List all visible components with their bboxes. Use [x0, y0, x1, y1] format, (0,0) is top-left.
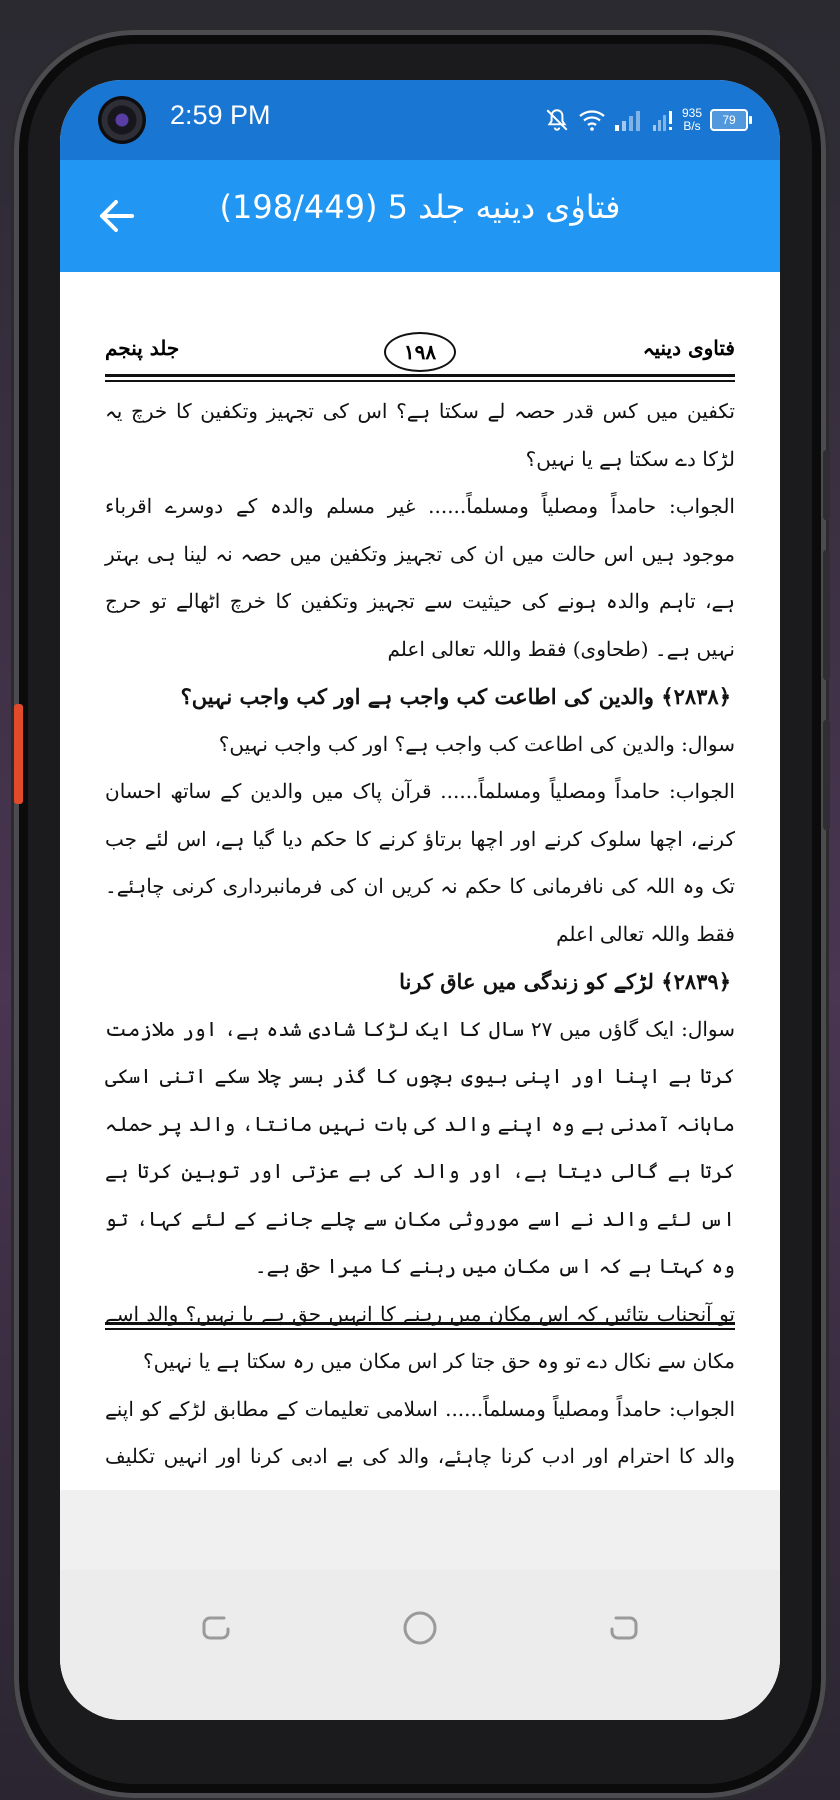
page-text	[105, 388, 735, 1528]
network-speed-value: 935	[681, 106, 702, 120]
book-name: فتاوی دینیہ	[642, 336, 735, 360]
volume-up-button	[823, 450, 830, 520]
recent-apps-icon[interactable]	[196, 1608, 236, 1648]
volume-down-button	[823, 550, 830, 680]
network-speed	[682, 107, 702, 133]
power-button	[823, 720, 830, 830]
bottom-divider	[105, 1322, 735, 1330]
page-header	[105, 332, 735, 372]
home-icon[interactable]	[400, 1608, 440, 1648]
phone-screen	[60, 80, 780, 1720]
battery-icon	[710, 109, 748, 131]
top-divider	[105, 374, 735, 382]
front-camera	[98, 96, 146, 144]
book-page[interactable]	[60, 272, 780, 1490]
wifi-icon	[578, 108, 606, 132]
answer-paragraph: الجواب: حامداً ومصلیاً ومسلماً...... غیر مسلم والدہ کے دوسرے اقرباء موجود ہیں اس حالت میں ان کی تجہیز وتکفین میں حصہ نہ لینا ہی بہتر ہے، تاہم والدہ ہونے کی حیثیت سے تجہیز وتکفین کا خرچ اٹھالے تو حرج نہیں ہے۔ (طحاوی) فقط واللہ تعالی اعلم	[105, 494, 735, 661]
arrow-left-icon[interactable]	[92, 192, 140, 240]
page-number: ۱۹۸	[384, 332, 456, 372]
volume-label: جلد پنجم	[105, 336, 180, 360]
navigation-bar	[60, 1570, 780, 1720]
section-heading: ﴿۲۸۳۹﴾ لڑکے کو زندگی میں عاق کرنا	[399, 969, 731, 994]
side-key-accent	[14, 704, 23, 804]
battery-level: 79	[722, 113, 736, 127]
page-title: فتاوٰی دینیه جلد 5 (198/449)	[219, 188, 621, 226]
mute-bell-icon	[544, 107, 570, 133]
signal-icon	[614, 108, 644, 132]
signal-icon-2	[652, 108, 674, 132]
question-paragraph: سوال: ایک گاؤں میں ۲۷ سال کا ایک لڑکا شادی شدہ ہے، اور ملازمت کرتا ہے اپنا اور اپنی بیوی بچوں کا گذر بسر چلا سکے اتنی اسکی ماہانہ آمدنی ہے وہ اپنے والد کی بات نہیں مانتا، والد پر حملہ کرتا ہے گالی دیتا ہے، اور والد کی بے عزتی اور توہین کرتا ہے اس لئے والد نے اسے موروثی مکان سے چلے جانے کے لئے کہا، تو وہ کہتا ہے کہ اس مکان میں رہنے کا میرا حق ہے۔	[105, 1016, 736, 1278]
back-gesture-icon[interactable]	[604, 1608, 644, 1648]
app-bar	[60, 160, 780, 272]
answer-paragraph: الجواب: حامداً ومصلیاً ومسلماً...... قرآن پاک میں والدین کے ساتھ احسان کرنے، اچھا سلوک کرنے اور اچھا برتاؤ کرنے کا حکم دیا گیا ہے، اس لئے جب تک وہ اللہ کی نافرمانی کا حکم نہ کریں ان کی فرمانبرداری کرنی چاہئے۔ فقط واللہ تعالی اعلم	[105, 779, 735, 946]
paragraph: تکفین میں کس قدر حصہ لے سکتا ہے؟ اس کی تجہیز وتکفین کا خرچ یہ لڑکا دے سکتا ہے یا نہیں؟	[105, 399, 735, 471]
question-paragraph: سوال: والدین کی اطاعت کب واجب ہے؟ اور کب واجب نہیں؟	[218, 731, 735, 756]
status-icons	[544, 98, 748, 142]
network-speed-unit: B/s	[683, 119, 701, 133]
status-bar	[60, 80, 780, 160]
section-heading: ﴿۲۸۳۸﴾ والدین کی اطاعت کب واجب ہے اور کب واجب نہیں؟	[180, 684, 731, 709]
paragraph: تو آنجناب بتائیں کہ اس مکان میں رہنے کا انہیں حق ہے یا نہیں؟ والد اسے مکان سے نکال دے تو وہ حق جتا کر اس مکان میں رہ سکتا ہے یا نہیں؟	[105, 1301, 735, 1373]
answer-paragraph: الجواب: حامداً ومصلیاً ومسلماً...... اسلامی تعلیمات کے مطابق لڑکے کو اپنے والد کا احترام اور ادب کرنا چاہئے، والد کی بے ادبی کرنا اور انہیں تکلیف	[105, 1396, 735, 1468]
status-time: 2:59 PM	[170, 100, 271, 130]
